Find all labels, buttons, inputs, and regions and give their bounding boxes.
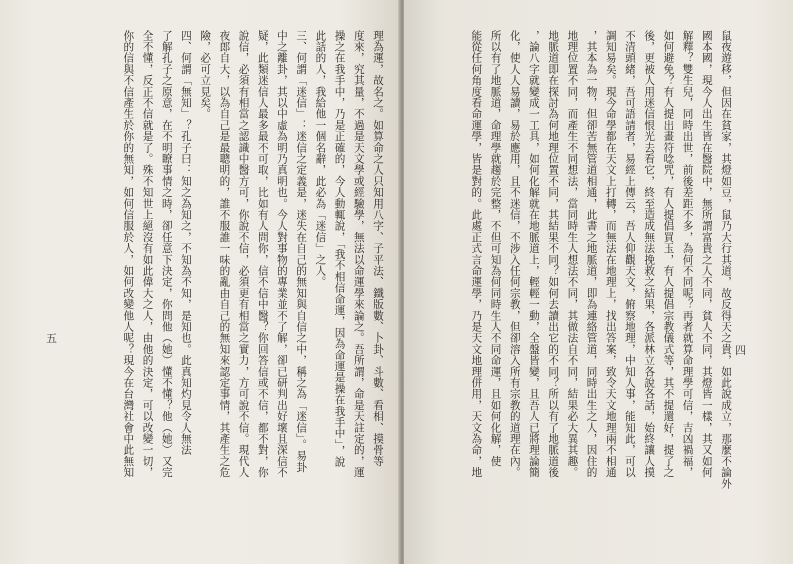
right-page-number: 四 — [735, 344, 746, 357]
text-column: 了解孔子之原意，在不明瞭事情之時，卻任意下決定，你問他（她）懂不懂？他（她）又完 — [160, 30, 173, 478]
text-column: 四、何謂「無知」？孔子曰：知之為知之，不知為不知，是知也。此真知灼見令人無法 — [179, 30, 192, 456]
text-column: 夜郎自大，以為自己是最聰明的，誰不服誰一味的亂由自己的無知來認定事情，其產生之危 — [218, 30, 231, 478]
right-page-text — [430, 30, 735, 500]
text-column: 理為運，故名之。如算命之人只知用八字、子平法、鐵版數、卜卦、斗數、看相、摸骨等 — [372, 30, 384, 467]
left-page-number: 五 — [46, 332, 57, 345]
text-column: ，其本為一物，但卻苦無管道相通，此書之地脈道，即為連絡管道，同時出生之人，因住的 — [585, 30, 598, 478]
text-column: 中之離卦，其以中虛為明乃真明也。今人對事物的專業並不了解，卻已研判出好壞且深信不 — [275, 30, 288, 478]
text-column: 地脈道即在探討為何地理位置不同，其結果不同？如何去讀出它的不同？所以有了地脈道後 — [547, 30, 560, 478]
text-column: 此話的人，我給他一個名辭，此必為「迷信」之人。 — [314, 30, 327, 288]
text-column: 鼠夜遊移，但因在貧家，其燈如豆，鼠乃大行其道，故反得天之貴，如此說成立，那麼不論外 — [720, 30, 732, 490]
text-column: ，論八字就變成一工具，如何化解就在地脈道上，輕輕一動，全盤皆變，且吾人已將理論簡 — [527, 30, 540, 478]
text-column: 後，更被人用迷信恨光去看它，終至造成無法挽救之結果，各派林立各說各話，始終讓人摸 — [643, 30, 656, 478]
text-column: 調知易矣。現今命學都在天文上打轉，而無法在地理上，找出答案，致令天文地理兩不相通 — [604, 30, 617, 478]
text-column: 國本國，現今人出生皆在醫院中，無所謂富貴之人不同，貧人不同，其燈皆一樣，其又如何 — [700, 30, 713, 478]
text-column: 度來，究其量，不過是天文學或經驗學，無法以命運學來論之。吾所謂，命是天註定的，運 — [352, 30, 365, 478]
text-column: 不清頭緒，吾可語請者，易經上傳云，吾人仰觀天文，俯察地理，中知人事，能知此，可以 — [623, 30, 636, 478]
text-column: 所以有了地脈道，命理學就趨於完整，不但可知為何同時生人不同命運，且如何化解，使 — [489, 30, 502, 467]
left-page-text — [62, 30, 387, 500]
text-column: 三、何謂「迷信」：迷信之定義是，迷失在自己的無知與自信之中，稱之為「迷信」。易卦 — [295, 30, 308, 473]
text-column: 全不懂，反正不信就是了。殊不知世上絕沒有如此偉大之人，由他的決定，可以改變一切， — [141, 30, 154, 478]
text-column: 地理位置不同，而產生不同想法，當同時生人想法不同，其做法自不同，結果必大異其趣。 — [566, 30, 579, 478]
text-column: 疑，此類迷信人最多最不可取，比如有人問你，信不信中醫？你回答信或不信，都不對，你 — [256, 30, 269, 478]
text-column: 解釋？雙生兒，同時出世，前後差距不多，為何不同呢？再者就算命理學可信，吉凶禍福， — [681, 30, 694, 478]
text-column: 你的信與不信產生於你的無知，如何信服於人，如何改變他人呢？現今在台灣社會中此無知 — [122, 30, 135, 478]
text-column: 險，必可立見矣。 — [199, 30, 212, 120]
text-column: 說信，必須有相當之認識中醫方可，你說不信，必須更有相當之實力，方可說不信。現代人 — [237, 30, 250, 478]
text-column: 化，使人人易讀，易於應用，且不迷信，不涉入任何宗教，但卻溶入所有宗教的道理在內。 — [508, 30, 521, 478]
text-column: 操之在我手中，乃是正確的，今人動輒說，「我不相信命運，因為命運是操在我手中」，說 — [333, 30, 346, 468]
text-column: 能從任何角度看命運學，皆是對的。此處正式言命運學，乃是天文地理併用，天文為命，地 — [470, 30, 483, 478]
text-column: 如何避免？有人提出畫符唸咒，有人提倡買玉，有人提倡宗教儀式等，其不提還好，提了之 — [662, 30, 675, 478]
